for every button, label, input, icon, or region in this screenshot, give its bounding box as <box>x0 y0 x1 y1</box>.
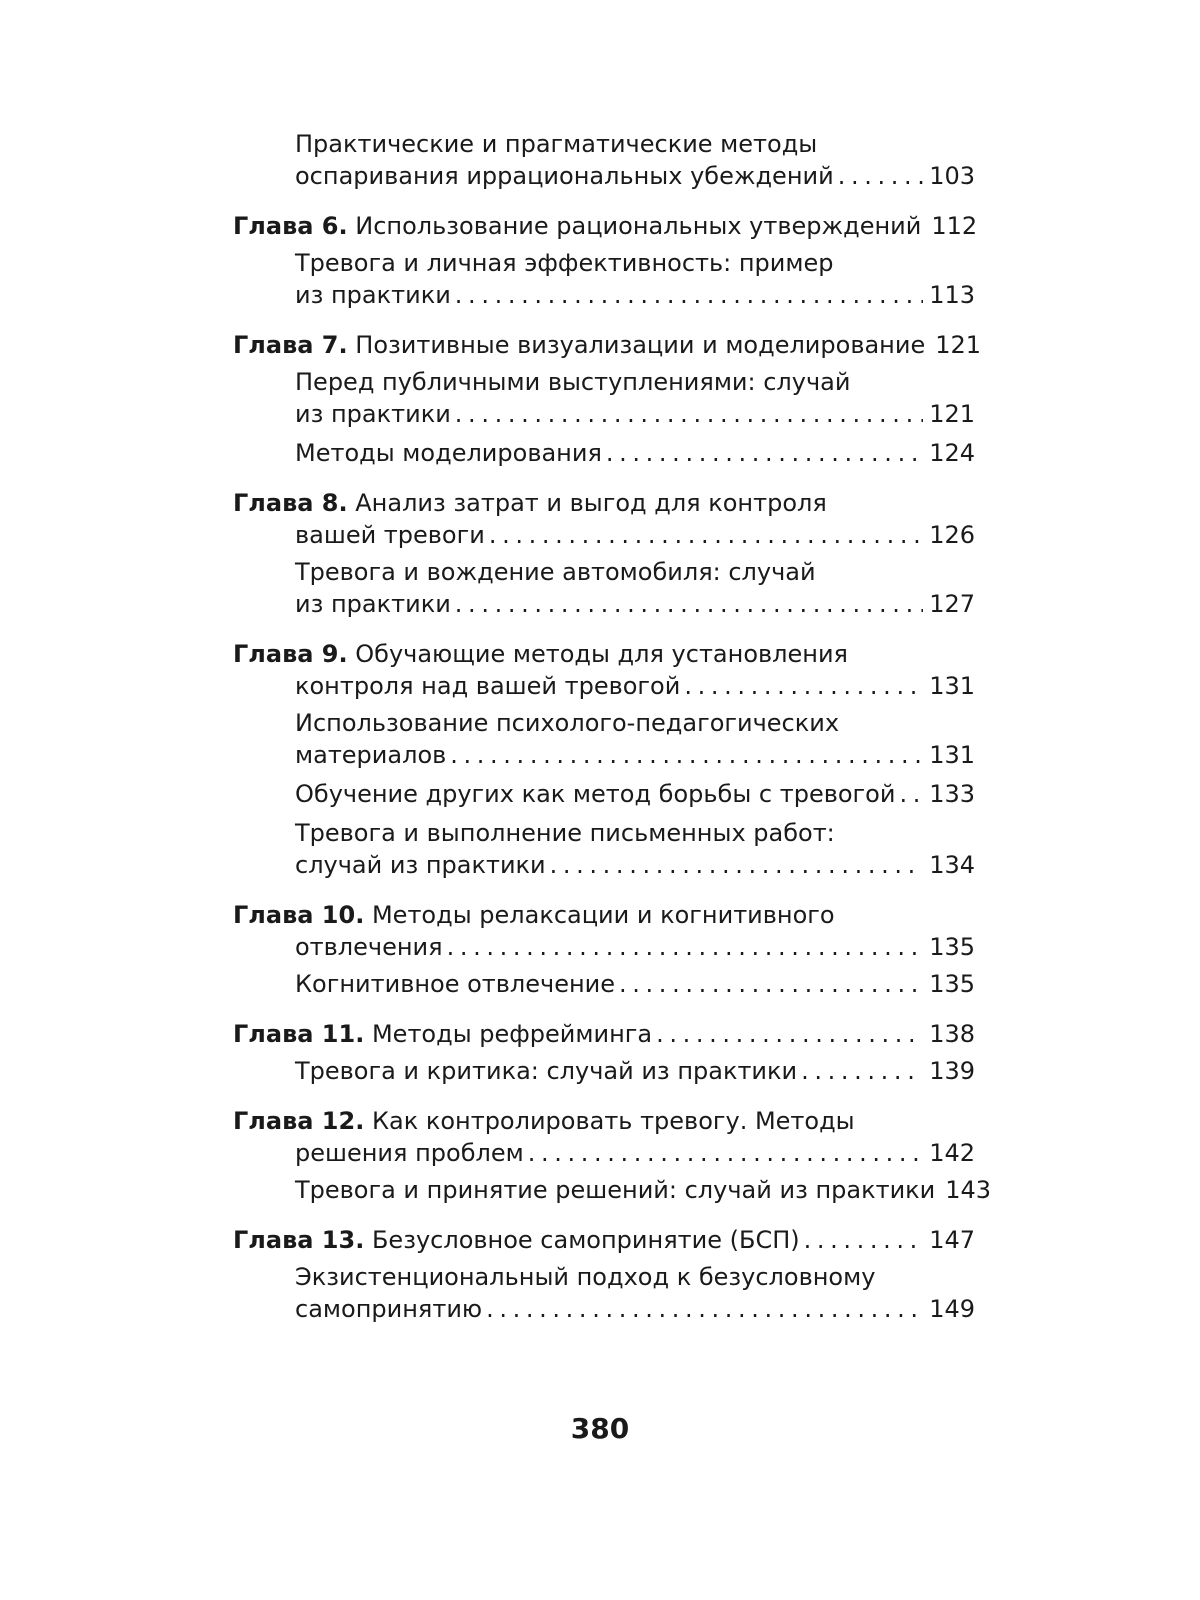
toc-chapter-entry <box>233 210 978 242</box>
toc-title-text: Методы моделирования <box>295 439 602 467</box>
toc-title <box>295 778 895 810</box>
toc-section-entry <box>233 707 975 771</box>
toc-line <box>295 707 975 739</box>
toc-title-text: Когнитивное отвлечение <box>295 970 616 998</box>
toc-page-number: 124 <box>929 439 975 467</box>
dot-leader <box>550 849 924 881</box>
toc-line <box>233 487 975 519</box>
toc-title-text: отвлечения <box>295 933 443 961</box>
chapter-number: Глава 13. <box>233 1226 365 1254</box>
toc-chapter-entry <box>233 487 975 551</box>
toc-title <box>295 849 546 881</box>
toc-title-text: самопринятию <box>295 1295 483 1323</box>
chapter-number: Глава 7. <box>233 331 348 359</box>
toc-chapter-entry <box>233 1105 975 1169</box>
toc-title <box>295 670 680 702</box>
toc-section-entry <box>233 556 975 620</box>
toc-title <box>233 210 921 242</box>
toc-section-entry <box>233 1174 992 1206</box>
toc-title <box>295 817 835 849</box>
chapter-number: Глава 10. <box>233 901 365 929</box>
toc-title-text: решения проблем <box>295 1139 524 1167</box>
chapter-number: Глава 9. <box>233 640 348 668</box>
toc-title <box>233 1018 652 1050</box>
toc-title <box>295 437 602 469</box>
toc-title-text: Тревога и критика: случай из практики <box>295 1057 798 1085</box>
toc-title <box>233 899 835 931</box>
toc-section-entry <box>233 247 975 311</box>
toc-line <box>233 519 975 551</box>
toc-section-entry <box>233 1261 975 1325</box>
toc-page-number: 142 <box>929 1139 975 1167</box>
toc-line <box>233 1137 975 1169</box>
toc-title <box>295 1261 875 1293</box>
toc-chapter-entry <box>233 1018 975 1050</box>
dot-leader <box>804 1224 924 1256</box>
toc-section-entry <box>233 778 975 810</box>
toc-line <box>295 366 975 398</box>
toc-line <box>295 398 975 430</box>
toc-title-text: Перед публичными выступлениями: случай <box>295 368 851 396</box>
toc-title <box>295 279 451 311</box>
toc-title-text: из практики <box>295 590 451 618</box>
dot-leader <box>489 519 923 551</box>
dot-leader <box>899 778 923 810</box>
toc-line <box>233 899 975 931</box>
dot-leader <box>801 1055 923 1087</box>
toc-title <box>295 1293 482 1325</box>
dot-leader <box>455 279 923 311</box>
chapter-number: Глава 12. <box>233 1107 365 1135</box>
chapter-number: Глава 8. <box>233 489 348 517</box>
toc-page-number: 138 <box>929 1020 975 1048</box>
toc-title <box>233 1224 800 1256</box>
toc-title <box>295 968 615 1000</box>
toc-title <box>295 247 833 279</box>
toc-page-number: 139 <box>929 1057 975 1085</box>
toc-title <box>295 556 816 588</box>
toc-title <box>295 931 443 963</box>
toc-title-text: Использование рациональных утверждений <box>355 212 922 240</box>
toc-title-text: оспаривания иррациональных убеждений <box>295 162 834 190</box>
toc-line <box>295 778 975 810</box>
toc-chapter-entry <box>233 638 975 702</box>
toc-line <box>233 931 975 963</box>
toc-chapter-entry <box>233 329 982 361</box>
toc-line <box>233 670 975 702</box>
toc-line <box>233 210 978 242</box>
toc-section-entry <box>233 437 975 469</box>
toc-section-entry <box>233 128 975 192</box>
toc-title-text: вашей тревоги <box>295 521 485 549</box>
toc-title-text: Обучающие методы для установления <box>355 640 848 668</box>
toc-line <box>295 849 975 881</box>
toc-title-text: Безусловное самопринятие (БСП) <box>371 1226 800 1254</box>
toc-page-number: 147 <box>929 1226 975 1254</box>
toc-line <box>233 1018 975 1050</box>
toc-title-text: Тревога и выполнение письменных работ: <box>295 819 835 847</box>
toc-line <box>295 1055 975 1087</box>
toc-title <box>295 739 446 771</box>
toc-title <box>233 329 925 361</box>
toc-title-text: Методы релаксации и когнитивного <box>371 901 835 929</box>
toc-page-number: 127 <box>929 590 975 618</box>
toc-title-text: Экзистенциональный подход к безусловному <box>295 1263 876 1291</box>
toc-section-entry <box>233 366 975 430</box>
toc-page-number: 143 <box>945 1176 992 1204</box>
toc-title-text: Методы рефрейминга <box>371 1020 653 1048</box>
toc-title <box>295 160 834 192</box>
toc-chapter-entry <box>233 1224 975 1256</box>
toc-title-text: случай из практики <box>295 851 546 879</box>
toc-page-number: 126 <box>929 521 975 549</box>
toc-line <box>295 588 975 620</box>
toc-page-number: 113 <box>929 281 975 309</box>
toc-line <box>233 1224 975 1256</box>
toc-page-number: 121 <box>935 331 982 359</box>
toc-line <box>295 160 975 192</box>
toc-title <box>295 1174 935 1206</box>
dot-leader <box>656 1018 923 1050</box>
toc-line <box>295 1174 992 1206</box>
toc-line <box>295 437 975 469</box>
toc-section-entry <box>233 817 975 881</box>
table-of-contents <box>233 128 992 1325</box>
toc-page-number: 131 <box>929 672 975 700</box>
toc-page-number: 131 <box>929 741 975 769</box>
dot-leader <box>619 968 923 1000</box>
toc-page-number: 135 <box>929 970 975 998</box>
toc-page-number: 133 <box>929 780 975 808</box>
dot-leader <box>455 398 923 430</box>
toc-line <box>295 739 975 771</box>
toc-title-text: контроля над вашей тревогой <box>295 672 681 700</box>
toc-chapter-entry <box>233 899 975 963</box>
toc-line <box>295 817 975 849</box>
toc-title <box>295 519 485 551</box>
toc-line <box>295 279 975 311</box>
dot-leader <box>684 670 923 702</box>
dot-leader <box>447 931 924 963</box>
toc-line <box>295 968 975 1000</box>
toc-title <box>233 638 848 670</box>
toc-page-number: 112 <box>931 212 978 240</box>
toc-page-number: 103 <box>929 162 975 190</box>
toc-title <box>295 1055 797 1087</box>
toc-title-text: Практические и прагматические методы <box>295 130 818 158</box>
toc-title-text: Тревога и принятие решений: случай из практики <box>295 1176 936 1204</box>
chapter-number: Глава 11. <box>233 1020 365 1048</box>
toc-title-text: из практики <box>295 281 451 309</box>
toc-title-text: Обучение других как метод борьбы с тревогой <box>295 780 896 808</box>
toc-title <box>295 707 839 739</box>
toc-line <box>233 329 982 361</box>
dot-leader <box>838 160 923 192</box>
toc-title <box>295 398 451 430</box>
toc-title <box>295 1137 524 1169</box>
toc-page-number: 134 <box>929 851 975 879</box>
toc-title-text: Анализ затрат и выгод для контроля <box>355 489 827 517</box>
toc-line <box>295 1293 975 1325</box>
toc-page-number: 149 <box>929 1295 975 1323</box>
toc-title <box>295 588 451 620</box>
toc-page-number: 121 <box>929 400 975 428</box>
toc-line <box>295 128 975 160</box>
dot-leader <box>486 1293 923 1325</box>
dot-leader <box>455 588 923 620</box>
toc-section-entry <box>233 968 975 1000</box>
toc-line <box>295 556 975 588</box>
toc-title <box>295 128 817 160</box>
toc-title-text: материалов <box>295 741 447 769</box>
toc-title <box>233 487 827 519</box>
toc-line <box>295 1261 975 1293</box>
toc-title-text: Позитивные визуализации и моделирование <box>355 331 926 359</box>
dot-leader <box>606 437 923 469</box>
chapter-number: Глава 6. <box>233 212 348 240</box>
toc-section-entry <box>233 1055 975 1087</box>
toc-title-text: Тревога и личная эффективность: пример <box>295 249 834 277</box>
dot-leader <box>450 739 923 771</box>
page-number: 380 <box>570 1412 630 1445</box>
toc-line <box>295 247 975 279</box>
toc-title-text: Тревога и вождение автомобиля: случай <box>295 558 816 586</box>
toc-line <box>233 1105 975 1137</box>
toc-title <box>295 366 850 398</box>
toc-title-text: Использование психолого-педагогических <box>295 709 840 737</box>
toc-title <box>233 1105 855 1137</box>
toc-line <box>233 638 975 670</box>
toc-title-text: Как контролировать тревогу. Методы <box>371 1107 855 1135</box>
toc-page-number: 135 <box>929 933 975 961</box>
dot-leader <box>528 1137 923 1169</box>
toc-title-text: из практики <box>295 400 451 428</box>
